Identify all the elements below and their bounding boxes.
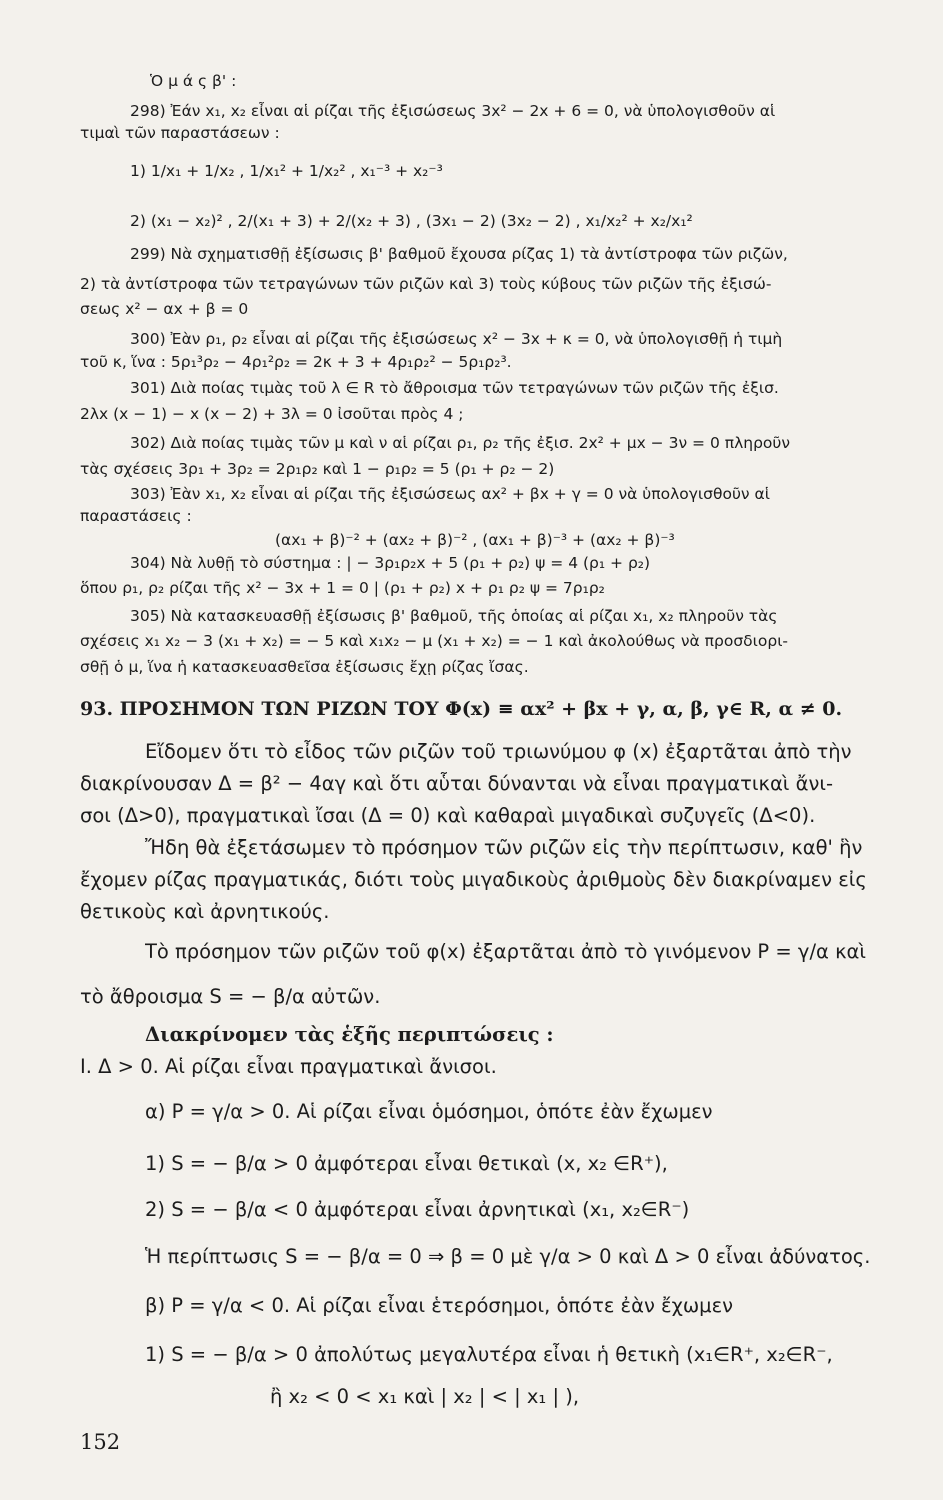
exercise-line: 301) Διὰ ποίας τιμὰς τοῦ λ ∈ R τὸ ἄθροισμα τῶν τετραγώνων τῶν ριζῶν τῆς ἐξισ. bbox=[130, 379, 779, 397]
exercise-line: σεως x² − αx + β = 0 bbox=[80, 300, 249, 318]
exercise-line: σθῇ ὁ μ, ἵνα ἡ κατασκευασθεῖσα ἐξίσωσις ἔχῃ ρίζας ἴσας. bbox=[80, 658, 529, 676]
exercise-line: 1) 1/x₁ + 1/x₂ , 1/x₁² + 1/x₂² , x₁⁻³ + x₂⁻³ bbox=[130, 162, 443, 180]
case-line: ἢ x₂ < 0 < x₁ καὶ | x₂ | < | x₁ | ), bbox=[270, 1385, 580, 1408]
exercise-line: 299) Νὰ σχηματισθῇ ἐξίσωσις β' βαθμοῦ ἔχουσα ρίζας 1) τὰ ἀντίστροφα τῶν ριζῶν, bbox=[130, 245, 788, 263]
exercise-line: (αx₁ + β)⁻² + (αx₂ + β)⁻² , (αx₁ + β)⁻³ + (αx₂ + β)⁻³ bbox=[275, 531, 675, 549]
case-line: I. Δ > 0. Αἱ ρίζαι εἶναι πραγματικαὶ ἄνισοι. bbox=[80, 1055, 497, 1078]
body-line: θετικοὺς καὶ ἀρνητικούς. bbox=[80, 900, 330, 923]
exercise-line: σχέσεις x₁ x₂ − 3 (x₁ + x₂) = − 5 καὶ x₁x₂ − μ (x₁ + x₂) = − 1 καὶ ἀκολούθως νὰ προσδιορι- bbox=[80, 632, 789, 650]
exercise-line: ὅπου ρ₁, ρ₂ ρίζαι τῆς x² − 3x + 1 = 0 | (ρ₁ + ρ₂) x + ρ₁ ρ₂ ψ = 7ρ₁ρ₂ bbox=[80, 579, 605, 597]
page-number: 152 bbox=[80, 1430, 121, 1454]
body-line: Τὸ πρόσημον τῶν ριζῶν τοῦ φ(x) ἐξαρτᾶται ἀπὸ τὸ γινόμενον P = γ/α καὶ bbox=[145, 940, 867, 963]
exercise-line: 300) Ἐὰν ρ₁, ρ₂ εἶναι αἱ ρίζαι τῆς ἐξισώσεως x² − 3x + κ = 0, νὰ ὑπολογισθῇ ἡ τιμὴ bbox=[130, 330, 783, 348]
section-heading: 93. ΠΡΟΣΗΜΟΝ ΤΩΝ ΡΙΖΩΝ ΤΟΥ Φ(x) ≡ αx² + βx + γ, α, β, γ∈ R, α ≠ 0. bbox=[80, 698, 843, 720]
exercise-line: 304) Νὰ λυθῇ τὸ σύστημα : | − 3ρ₁ρ₂x + 5 (ρ₁ + ρ₂) ψ = 4 (ρ₁ + ρ₂) bbox=[130, 554, 651, 572]
exercise-line: 305) Νὰ κατασκευασθῇ ἐξίσωσις β' βαθμοῦ, τῆς ὁποίας αἱ ρίζαι x₁, x₂ πληροῦν τὰς bbox=[130, 607, 778, 625]
case-line: α) P = γ/α > 0. Αἱ ρίζαι εἶναι ὁμόσημοι, ὁπότε ἐὰν ἔχωμεν bbox=[145, 1100, 713, 1123]
case-line: 2) S = − β/α < 0 ἀμφότεραι εἶναι ἀρνητικαὶ (x₁, x₂∈R⁻) bbox=[145, 1198, 690, 1221]
exercise-line: τιμαὶ τῶν παραστάσεων : bbox=[80, 124, 280, 142]
body-line: ἔχομεν ρίζας πραγματικάς, διότι τοὺς μιγαδικοὺς ἀριθμοὺς δὲν διακρίναμεν εἰς bbox=[80, 868, 867, 891]
body-line: τὸ ἄθροισμα S = − β/α αὐτῶν. bbox=[80, 985, 381, 1008]
exercise-line: τοῦ κ, ἵνα : 5ρ₁³ρ₂ − 4ρ₁²ρ₂ = 2κ + 3 + 4ρ₁ρ₂² − 5ρ₁ρ₂³. bbox=[80, 353, 512, 371]
group-title: Ὁ μ ά ς β' : bbox=[150, 72, 237, 90]
exercise-line: 2) τὰ ἀντίστροφα τῶν τετραγώνων τῶν ριζῶν καὶ 3) τοὺς κύβους τῶν ριζῶν τῆς ἐξισώ- bbox=[80, 275, 772, 293]
exercise-line: 303) Ἐὰν x₁, x₂ εἶναι αἱ ρίζαι τῆς ἐξισώσεως αx² + βx + γ = 0 νὰ ὑπολογισθοῦν αἱ bbox=[130, 485, 770, 503]
body-line: Ἤδη θὰ ἐξετάσωμεν τὸ πρόσημον τῶν ριζῶν εἰς τὴν περίπτωσιν, καθ' ἣν bbox=[145, 836, 863, 859]
exercise-line: παραστάσεις : bbox=[80, 507, 192, 525]
case-line: 1) S = − β/α > 0 ἀπολύτως μεγαλυτέρα εἶναι ἡ θετικὴ (x₁∈R⁺, x₂∈R⁻, bbox=[145, 1343, 833, 1366]
case-line: 1) S = − β/α > 0 ἀμφότεραι εἶναι θετικαὶ (x, x₂ ∈R⁺), bbox=[145, 1152, 668, 1175]
cases-heading: Διακρίνομεν τὰς ἑξῆς περιπτώσεις : bbox=[145, 1023, 554, 1046]
exercise-line: 2λx (x − 1) − x (x − 2) + 3λ = 0 ἰσοῦται πρὸς 4 ; bbox=[80, 405, 464, 423]
body-line: σοι (Δ>0), πραγματικαὶ ἴσαι (Δ = 0) καὶ καθαραὶ μιγαδικαὶ συζυγεῖς (Δ<0). bbox=[80, 804, 816, 827]
body-line: Εἴδομεν ὅτι τὸ εἶδος τῶν ριζῶν τοῦ τριωνύμου φ (x) ἐξαρτᾶται ἀπὸ τὴν bbox=[145, 740, 852, 763]
body-line: διακρίνουσαν Δ = β² − 4αγ καὶ ὅτι αὗται δύνανται νὰ εἶναι πραγματικαὶ ἄνι- bbox=[80, 772, 833, 795]
case-line: Ἡ περίπτωσις S = − β/α = 0 ⇒ β = 0 μὲ γ/α > 0 καὶ Δ > 0 εἶναι ἀδύνατος. bbox=[145, 1245, 871, 1268]
case-line: β) P = γ/α < 0. Αἱ ρίζαι εἶναι ἑτερόσημοι, ὁπότε ἐὰν ἔχωμεν bbox=[145, 1294, 734, 1317]
exercise-line: τὰς σχέσεις 3ρ₁ + 3ρ₂ = 2ρ₁ρ₂ καὶ 1 − ρ₁ρ₂ = 5 (ρ₁ + ρ₂ − 2) bbox=[80, 460, 555, 478]
exercise-line: 298) Ἐάν x₁, x₂ εἶναι αἱ ρίζαι τῆς ἐξισώσεως 3x² − 2x + 6 = 0, νὰ ὑπολογισθοῦν αἱ bbox=[130, 102, 776, 120]
exercise-line: 2) (x₁ − x₂)² , 2/(x₁ + 3) + 2/(x₂ + 3) , (3x₁ − 2) (3x₂ − 2) , x₁/x₂² + x₂/x₁² bbox=[130, 212, 693, 230]
exercise-line: 302) Διὰ ποίας τιμὰς τῶν μ καὶ ν αἱ ρίζαι ρ₁, ρ₂ τῆς ἐξισ. 2x² + μx − 3ν = 0 πληροῦν bbox=[130, 434, 791, 452]
